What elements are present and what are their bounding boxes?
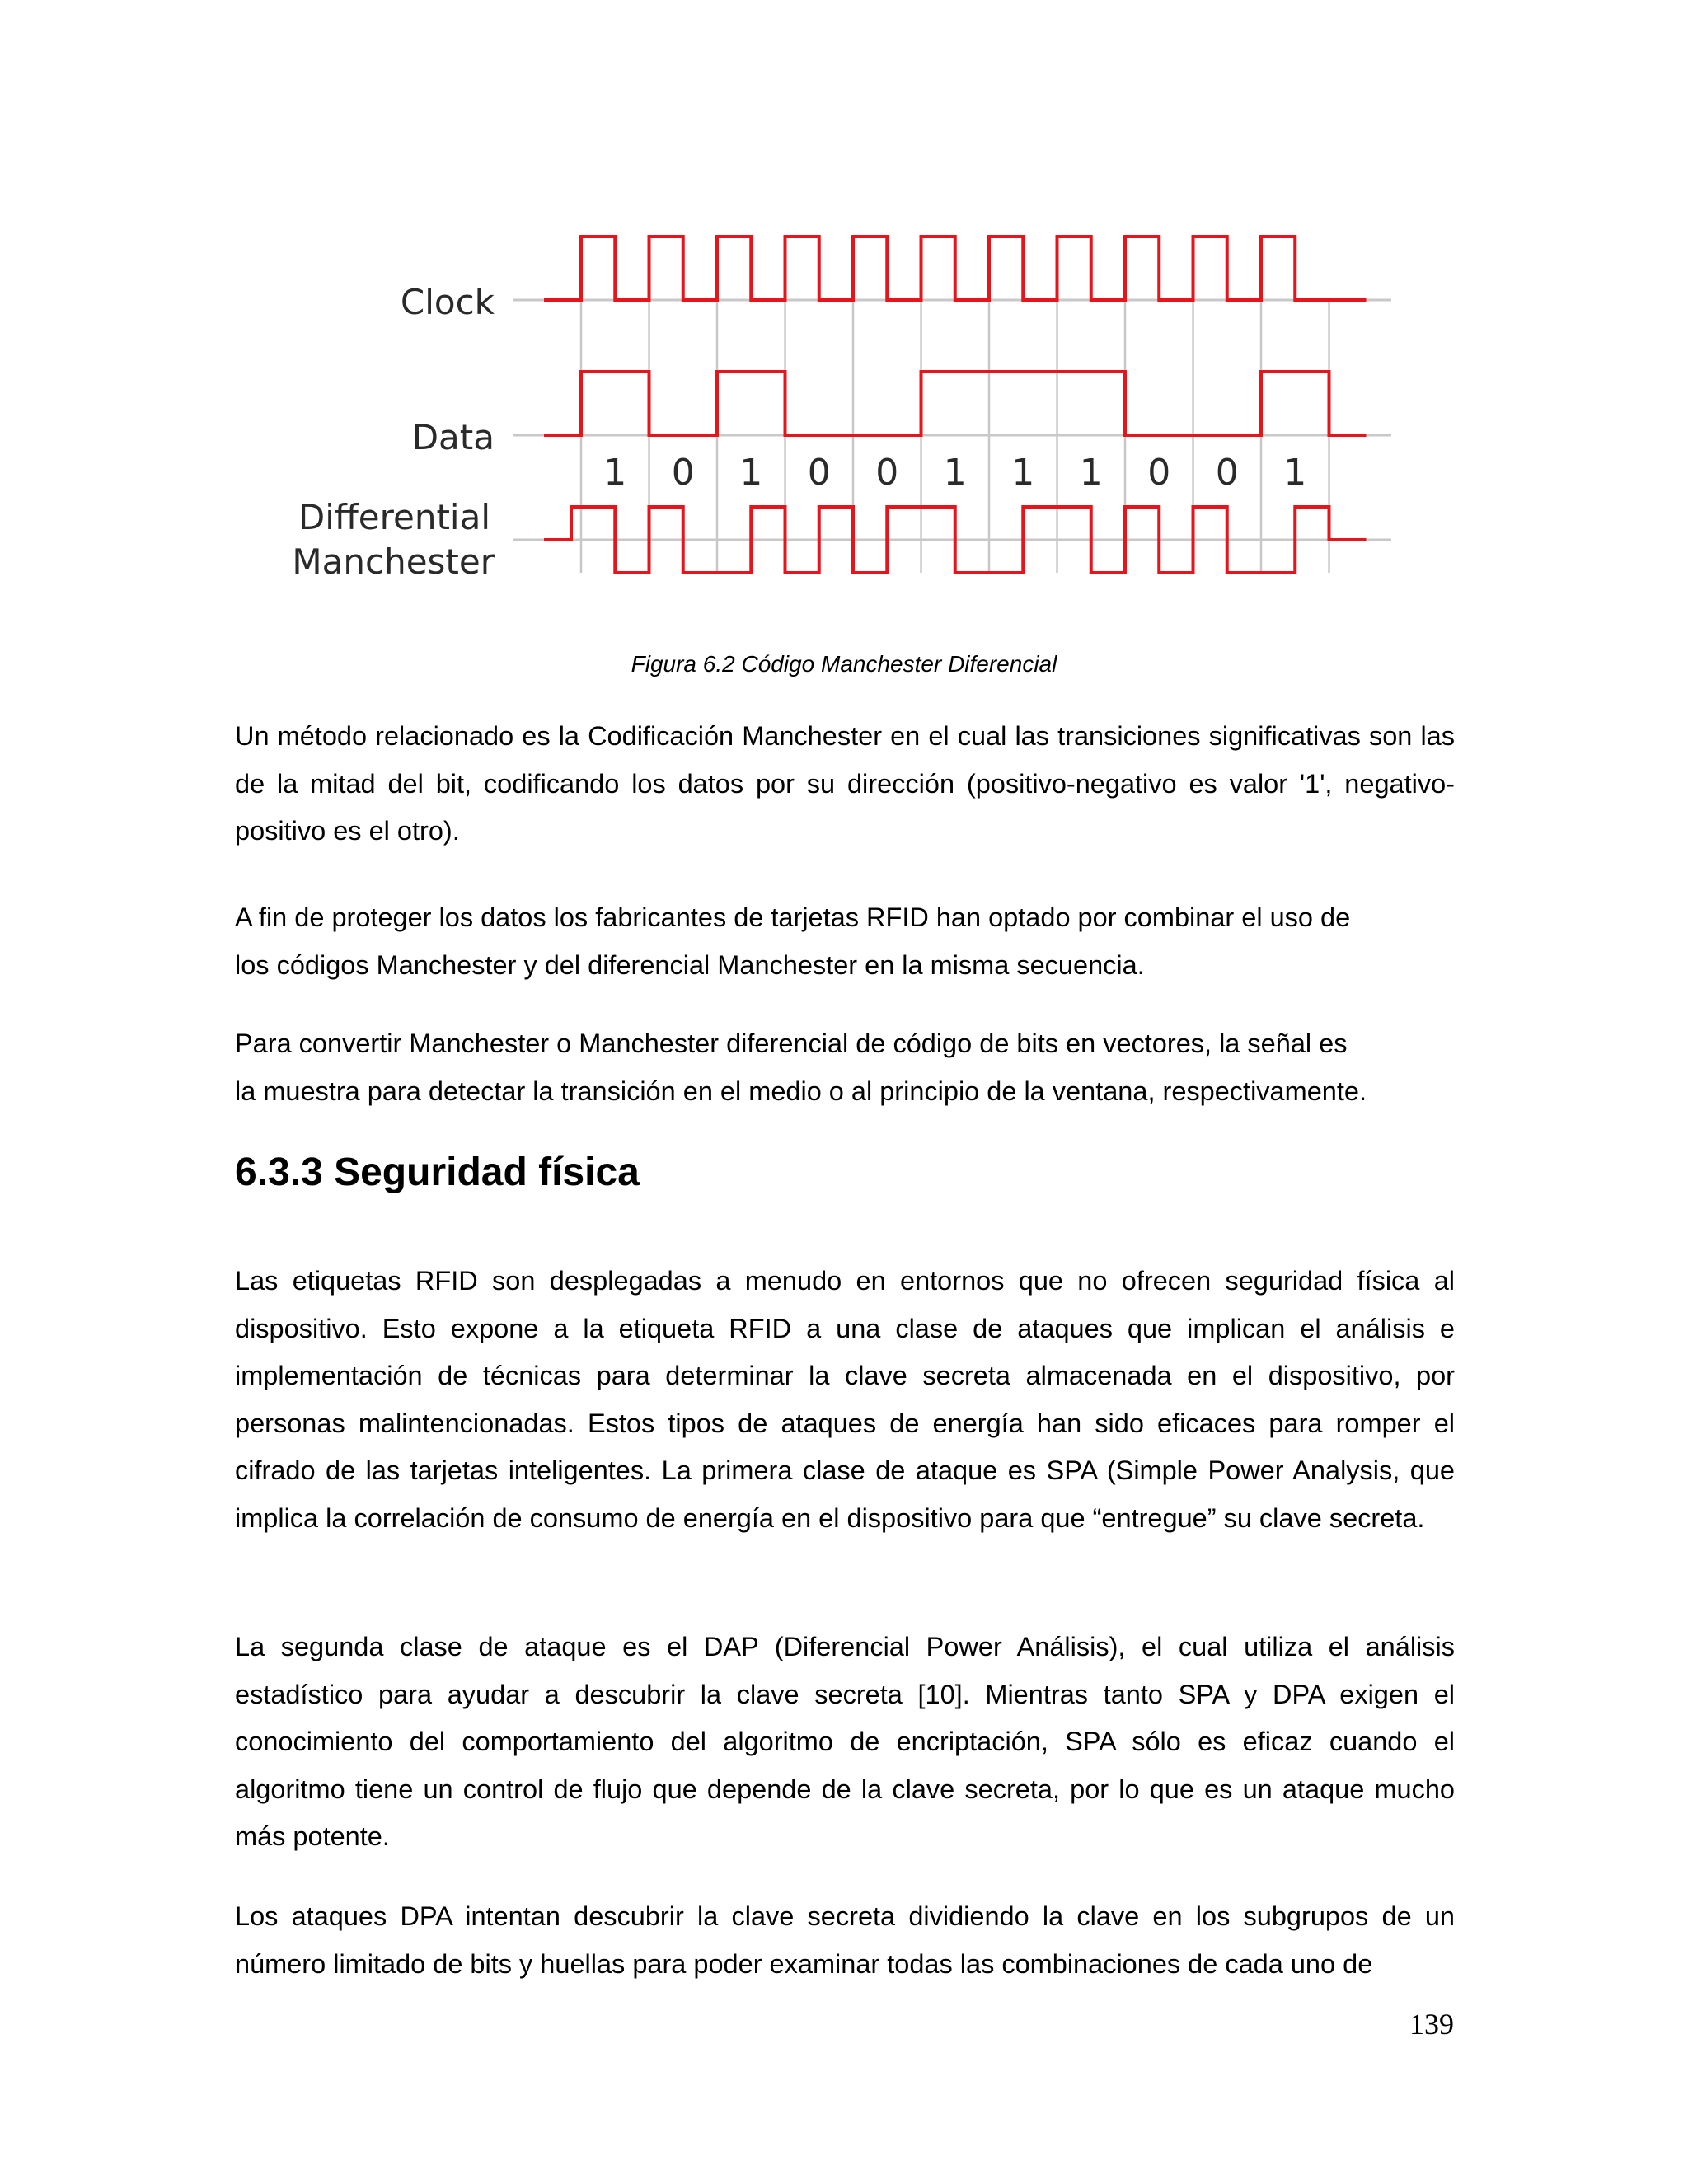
manchester-label: Manchester bbox=[292, 541, 495, 582]
paragraph-line: A fin de proteger los datos los fabricantes de tarjetas RFID han optado por combinar el uso de bbox=[235, 902, 1351, 932]
bit-label: 1 bbox=[1079, 452, 1103, 494]
paragraph-conversion bbox=[235, 1020, 1455, 1115]
paragraph-line: los códigos Manchester y del diferencial Manchester en la misma secuencia. bbox=[235, 949, 1145, 980]
bit-label: 0 bbox=[671, 452, 695, 494]
paragraph-dpa: La segunda clase de ataque es el DAP (Diferencial Power Análisis), el cual utiliza el análisis estadístico para ayudar a descubrir la clave secreta [10]. Mientras tanto SPA y DPA exigen el conocimiento del comportamiento del algoritmo de encriptación, SPA sólo es eficaz cuando el algoritmo tiene un control de flujo que depende de la clave secreta, por lo que es un ataque mucho más potente. bbox=[235, 1632, 1455, 1851]
data-waveform bbox=[544, 372, 1367, 435]
bit-label: 1 bbox=[739, 452, 763, 494]
bit-label: 0 bbox=[1147, 452, 1171, 494]
bit-label: 1 bbox=[943, 452, 967, 494]
bit-label: 1 bbox=[1283, 452, 1307, 494]
bit-label: 0 bbox=[1215, 452, 1239, 494]
paragraph-line: Para convertir Manchester o Manchester diferencial de código de bits en vectores, la señal es bbox=[235, 1029, 1348, 1058]
bit-labels bbox=[603, 452, 1306, 494]
bit-label: 0 bbox=[807, 452, 831, 494]
paragraph-line: la muestra para detectar la transición en el medio o al principio de la ventana, respectivamente. bbox=[235, 1076, 1367, 1106]
clock-label: Clock bbox=[400, 282, 495, 322]
manchester-figure bbox=[280, 218, 1405, 589]
paragraph-manchester: Un método relacionado es la Codificación Manchester en el cual las transiciones significativas son las de la mitad del bit, codificando los datos por su dirección (positivo-negativo es valor '1', negativo-positivo es el otro). bbox=[235, 721, 1455, 846]
section-heading: 6.3.3 Seguridad física bbox=[235, 1151, 640, 1194]
paragraph-rfid-codes bbox=[235, 894, 1455, 989]
clock-waveform bbox=[544, 237, 1367, 300]
figure-caption: Figura 6.2 Código Manchester Diferencial bbox=[631, 651, 1057, 677]
paragraph-physical-security: Las etiquetas RFID son desplegadas a menudo en entornos que no ofrecen seguridad física al dispositivo. Esto expone a la etiqueta RFID a una clase de ataques que implican el análisis e implementación de técnicas para determinar la clave secreta almacenada en el dispositivo, por personas malintencionadas. Estos tipos de ataques de energía han sido eficaces para romper el cifrado de las tarjetas inteligentes. La primera clase de ataque es SPA (Simple Power Analysis, que implica la correlación de consumo de energía en el dispositivo para que “entregue” su clave secreta. bbox=[235, 1266, 1455, 1533]
differential-label: Differential bbox=[298, 497, 490, 537]
bit-label: 1 bbox=[603, 452, 627, 494]
manchester-diagram bbox=[280, 218, 1405, 589]
data-label: Data bbox=[411, 417, 495, 457]
bit-label: 0 bbox=[875, 452, 899, 494]
page-number: 139 bbox=[1409, 2008, 1454, 2041]
paragraph-dpa-attacks: Los ataques DPA intentan descubrir la clave secreta dividiendo la clave en los subgrupos de un número limitado de bits y huellas para poder examinar todas las combinaciones de cada uno de bbox=[235, 1901, 1455, 1979]
bit-label: 1 bbox=[1011, 452, 1035, 494]
